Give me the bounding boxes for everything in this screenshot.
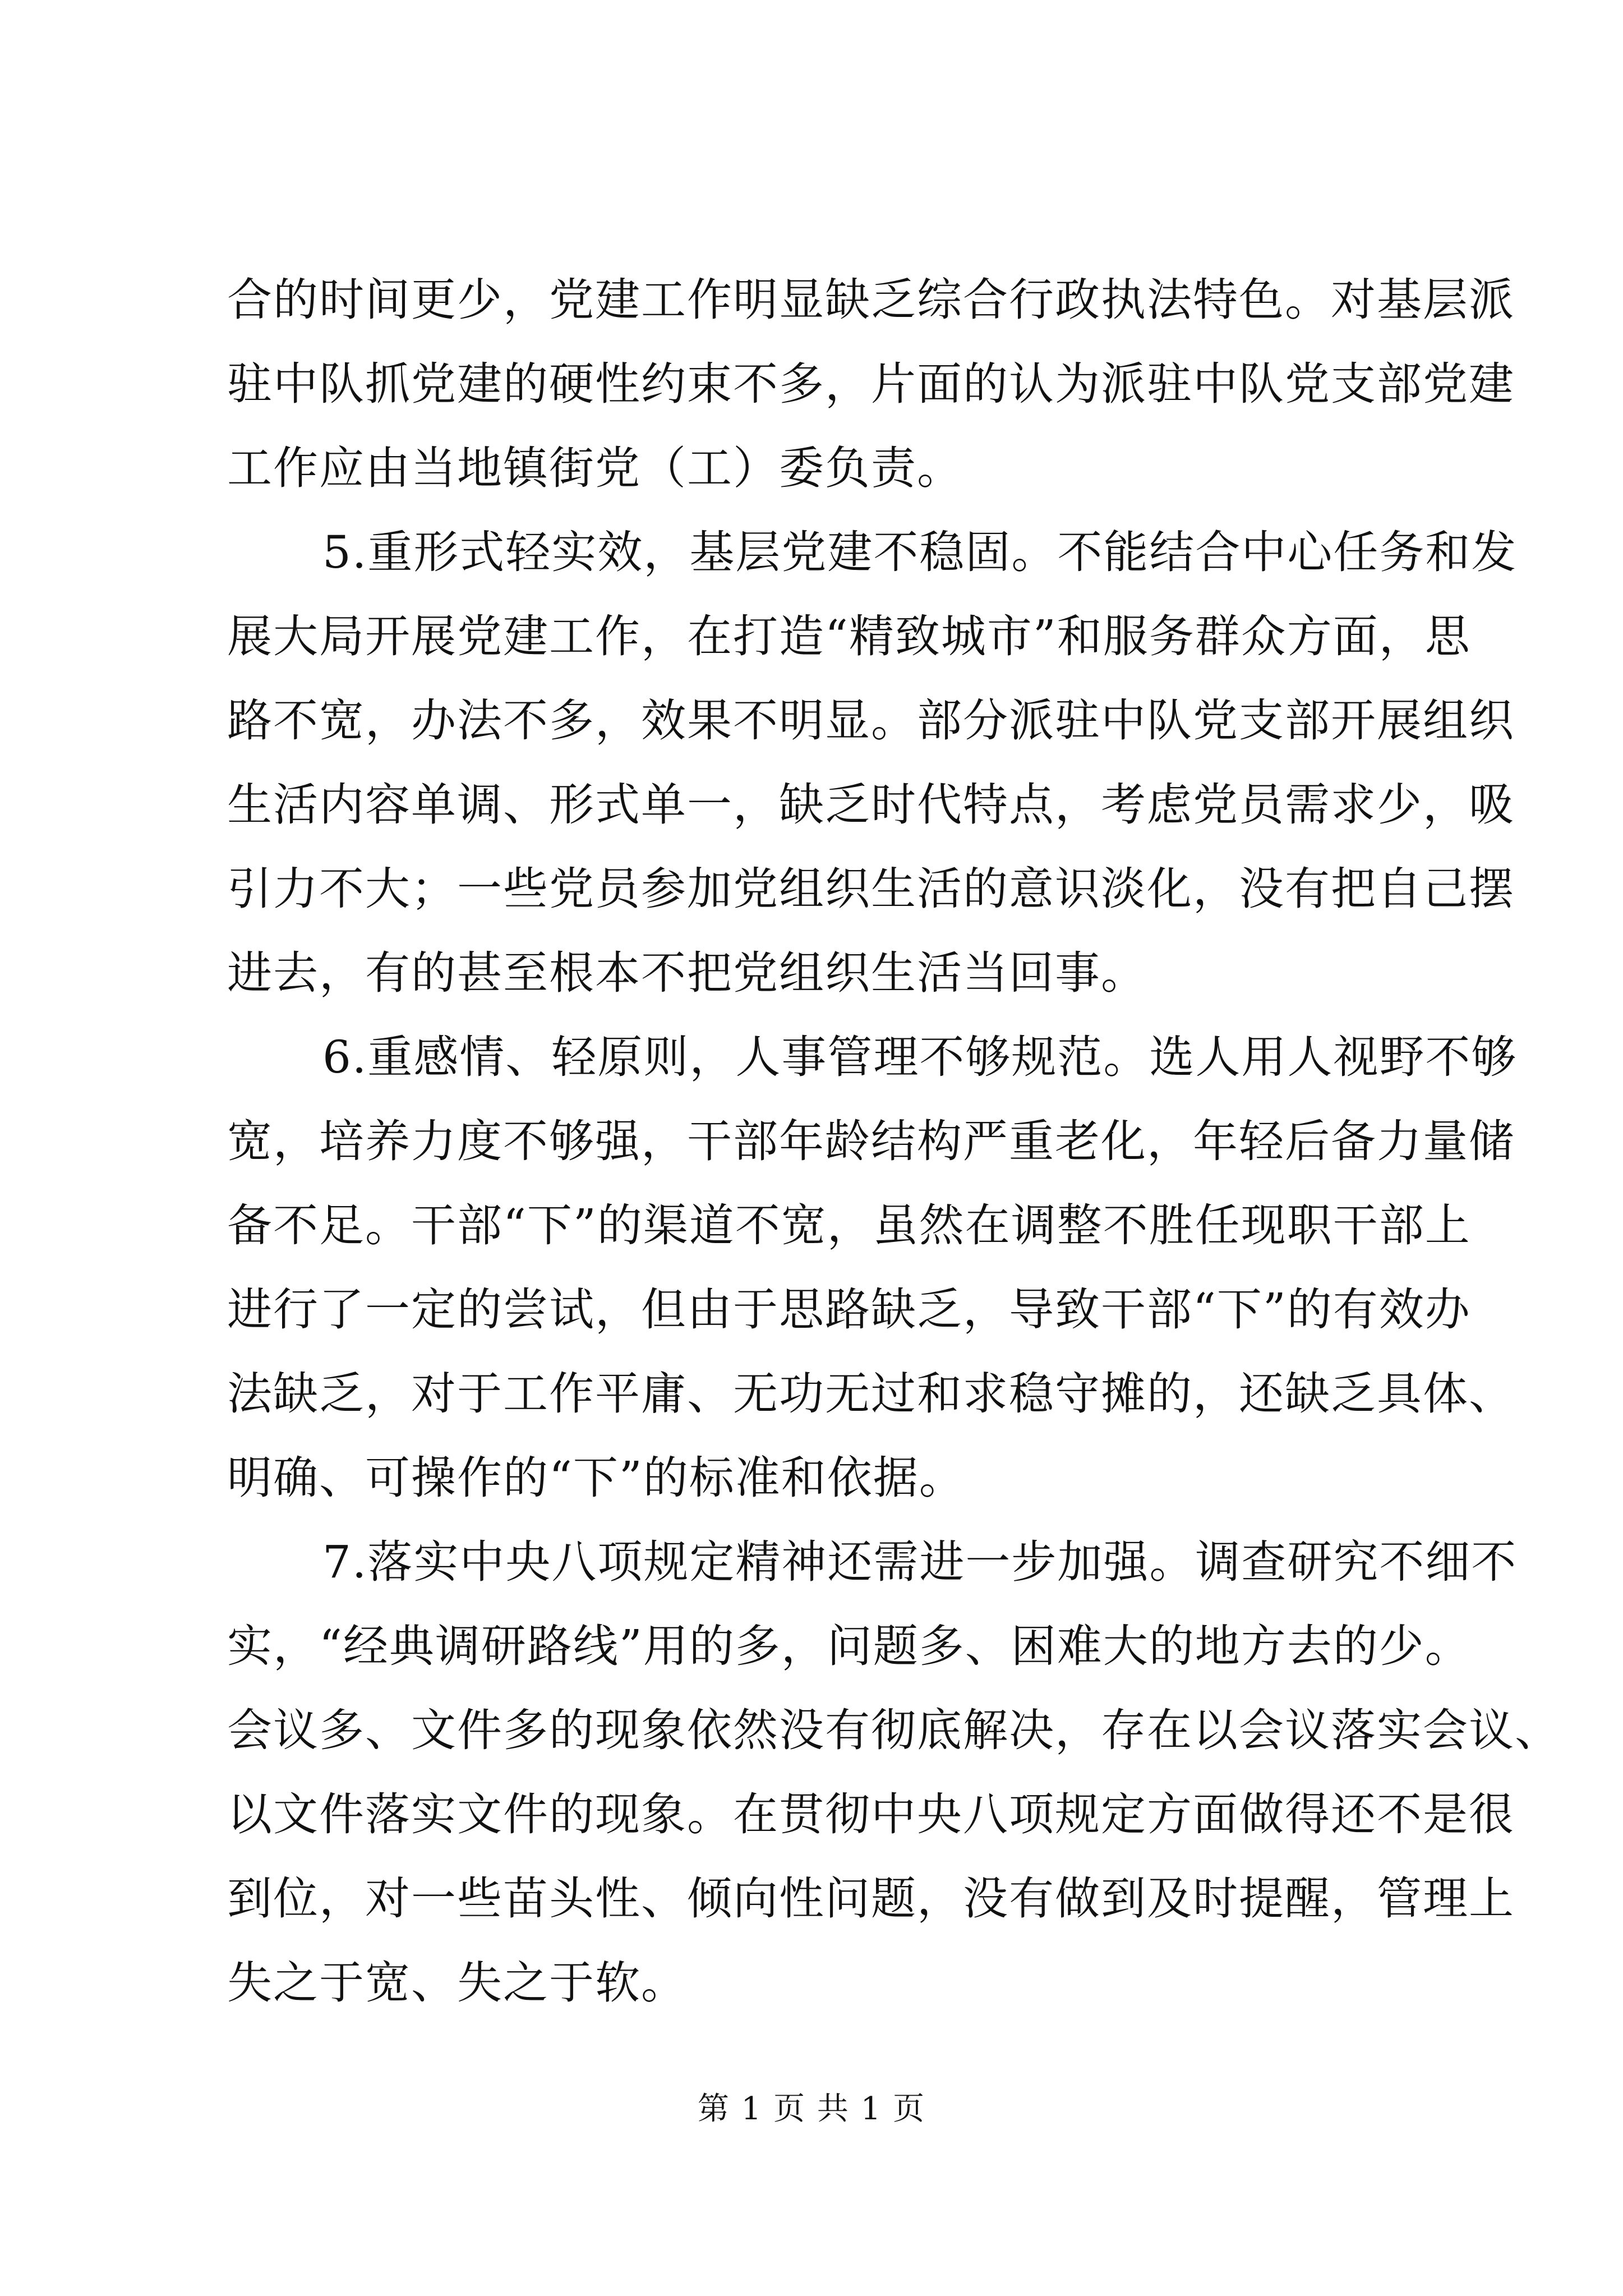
text-line: 生活内容单调、形式单一，缺乏时代特点，考虑党员需求少，吸	[227, 779, 1515, 831]
text-line: 会议多、文件多的现象依然没有彻底解决，存在以会议落实会议、	[227, 1704, 1561, 1756]
text-line: 展大局开展党建工作，在打造“精致城市”和服务群众方面，思	[227, 610, 1471, 662]
text-line: 引力不大；一些党员参加党组织生活的意识淡化，没有把自己摆	[227, 863, 1515, 915]
text-line: 驻中队抓党建的硬性约束不多，片面的认为派驻中队党支部党建	[227, 358, 1515, 410]
text-line: 路不宽，办法不多，效果不明显。部分派驻中队党支部开展组织	[227, 694, 1515, 747]
paragraph-item-5	[227, 510, 1518, 1015]
text-line: 到位，对一些苗头性、倾向性问题，没有做到及时提醒，管理上	[227, 1872, 1515, 1925]
paragraph-item-7	[227, 1520, 1561, 2025]
text-line: 实，“经典调研路线”用的多，问题多、困难大的地方去的少。	[227, 1620, 1471, 1672]
text-line: 5.重形式轻实效，基层党建不稳固。不能结合中心任务和发	[322, 526, 1518, 578]
paragraph-continuation	[227, 258, 1515, 510]
text-line: 6.重感情、轻原则，人事管理不够规范。选人用人视野不够	[322, 1031, 1518, 1083]
text-line: 备不足。干部“下”的渠道不宽，虽然在调整不胜任现职干部上	[227, 1199, 1471, 1251]
text-line: 进去，有的甚至根本不把党组织生活当回事。	[227, 947, 1147, 999]
text-line: 工作应由当地镇街党（工）委负责。	[227, 442, 963, 494]
text-line: 失之于宽、失之于软。	[227, 1957, 687, 2009]
text-line: 进行了一定的尝试，但由于思路缺乏，导致干部“下”的有效办	[227, 1283, 1471, 1336]
paragraph-item-6	[227, 1015, 1518, 1520]
text-line: 以文件落实文件的现象。在贯彻中央八项规定方面做得还不是很	[227, 1788, 1515, 1841]
document-body	[227, 258, 1561, 2025]
text-line: 明确、可操作的“下”的标准和依据。	[227, 1452, 965, 1504]
text-line: 7.落实中央八项规定精神还需进一步加强。调查研究不细不	[322, 1536, 1518, 1588]
page-number-label: 第 1 页 共 1 页	[697, 2091, 926, 2127]
text-line: 法缺乏，对于工作平庸、无功无过和求稳守摊的，还缺乏具体、	[227, 1368, 1515, 1420]
text-line: 宽，培养力度不够强，干部年龄结构严重老化，年轻后备力量储	[227, 1115, 1515, 1167]
text-line: 合的时间更少，党建工作明显缺乏综合行政执法特色。对基层派	[227, 274, 1515, 326]
page-footer	[0, 2087, 1623, 2132]
